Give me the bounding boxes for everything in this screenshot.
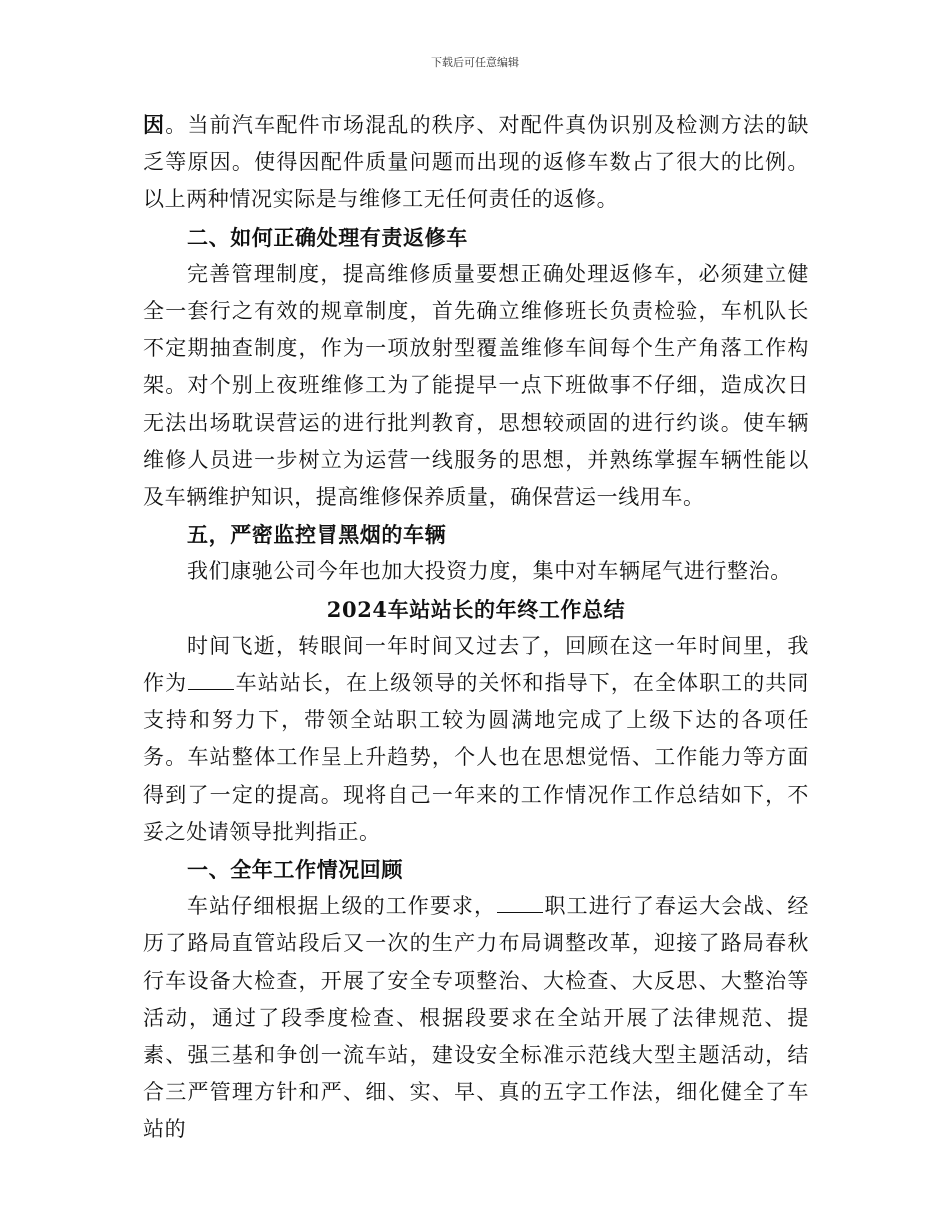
paragraph-management: 完善管理制度，提高维修质量要想正确处理返修车，必须建立健全一套行之有效的规章制度，首先确立维修班长负责检验，车机队长不定期抽查制度，作为一项放射型覆盖维修车间每个生产角落工作构架。对个别上夜班维修工为了能提早一点下班做事不仔细，造成次日无法出场耽误营运的进行批判教育，思想较顽固的进行约谈。使车辆维修人员进一步树立为运营一线服务的思想，并熟练掌握车辆性能以及车辆维护知识，提高维修保养质量，确保营运一线用车。: [143, 261, 809, 510]
section-heading-2: 二、如何正确处理有责返修车: [187, 224, 468, 250]
section-heading-1: 一、全年工作情况回顾: [187, 857, 403, 883]
document-body: [143, 106, 809, 1149]
paragraph-review: [143, 888, 809, 1148]
paragraph-text: 车站仔细根据上级的工作要求，: [187, 894, 497, 919]
paragraph-text: 职工进行了春运大会战、经历了路局直管站段后又一次的生产力布局调整改革，迎接了路局春秋行车设备大检查，开展了安全专项整治、大检查、大反思、大整治等活动，通过了段季度检查、根据段要求在全站开展了法律规范、提素、强三基和争创一流车站，建设安全标准示范线大型主题活动，结合三严管理方针和严、细、实、早、真的五字工作法，细化健全了车站的: [143, 894, 809, 1142]
page-header: 下载后可任意编辑: [431, 56, 519, 69]
paragraph-text: 。当前汽车配件市场混乱的秩序、对配件真伪识别及检测方法的缺乏等原因。使得因配件质量问题而出现的返修车数占了很大的比例。以上两种情况实际是与维修工无任何责任的返修。: [143, 113, 809, 212]
paragraph-intro: [143, 628, 809, 851]
paragraph-text: 时间飞逝，转眼间一年时间又过去了，回顾在这一年时间里，我作为: [143, 633, 809, 696]
section-heading-5: 五，严密监控冒黑烟的车辆: [187, 522, 447, 548]
paragraph-text: 车站站长，在上级领导的关怀和指导下，在全体职工的共同支持和努力下，带领全站职工较为圆满地完成了上级下达的各项任务。车站整体工作呈上升趋势，个人也在思想觉悟、工作能力等方面得到了一定的提高。现将自己一年来的工作情况作工作总结如下，不妥之处请领导批判指正。: [143, 671, 809, 844]
blank-underline: [497, 894, 543, 913]
document-title: 2024车站站长的年终工作总结: [326, 596, 626, 622]
paragraph-returns-causes: [143, 106, 809, 219]
blank-underline: [188, 671, 234, 690]
paragraph-lead-char: 因: [143, 112, 166, 137]
paragraph-emissions: 我们康驰公司今年也加大投资力度，集中对车辆尾气进行整治。: [187, 559, 792, 584]
